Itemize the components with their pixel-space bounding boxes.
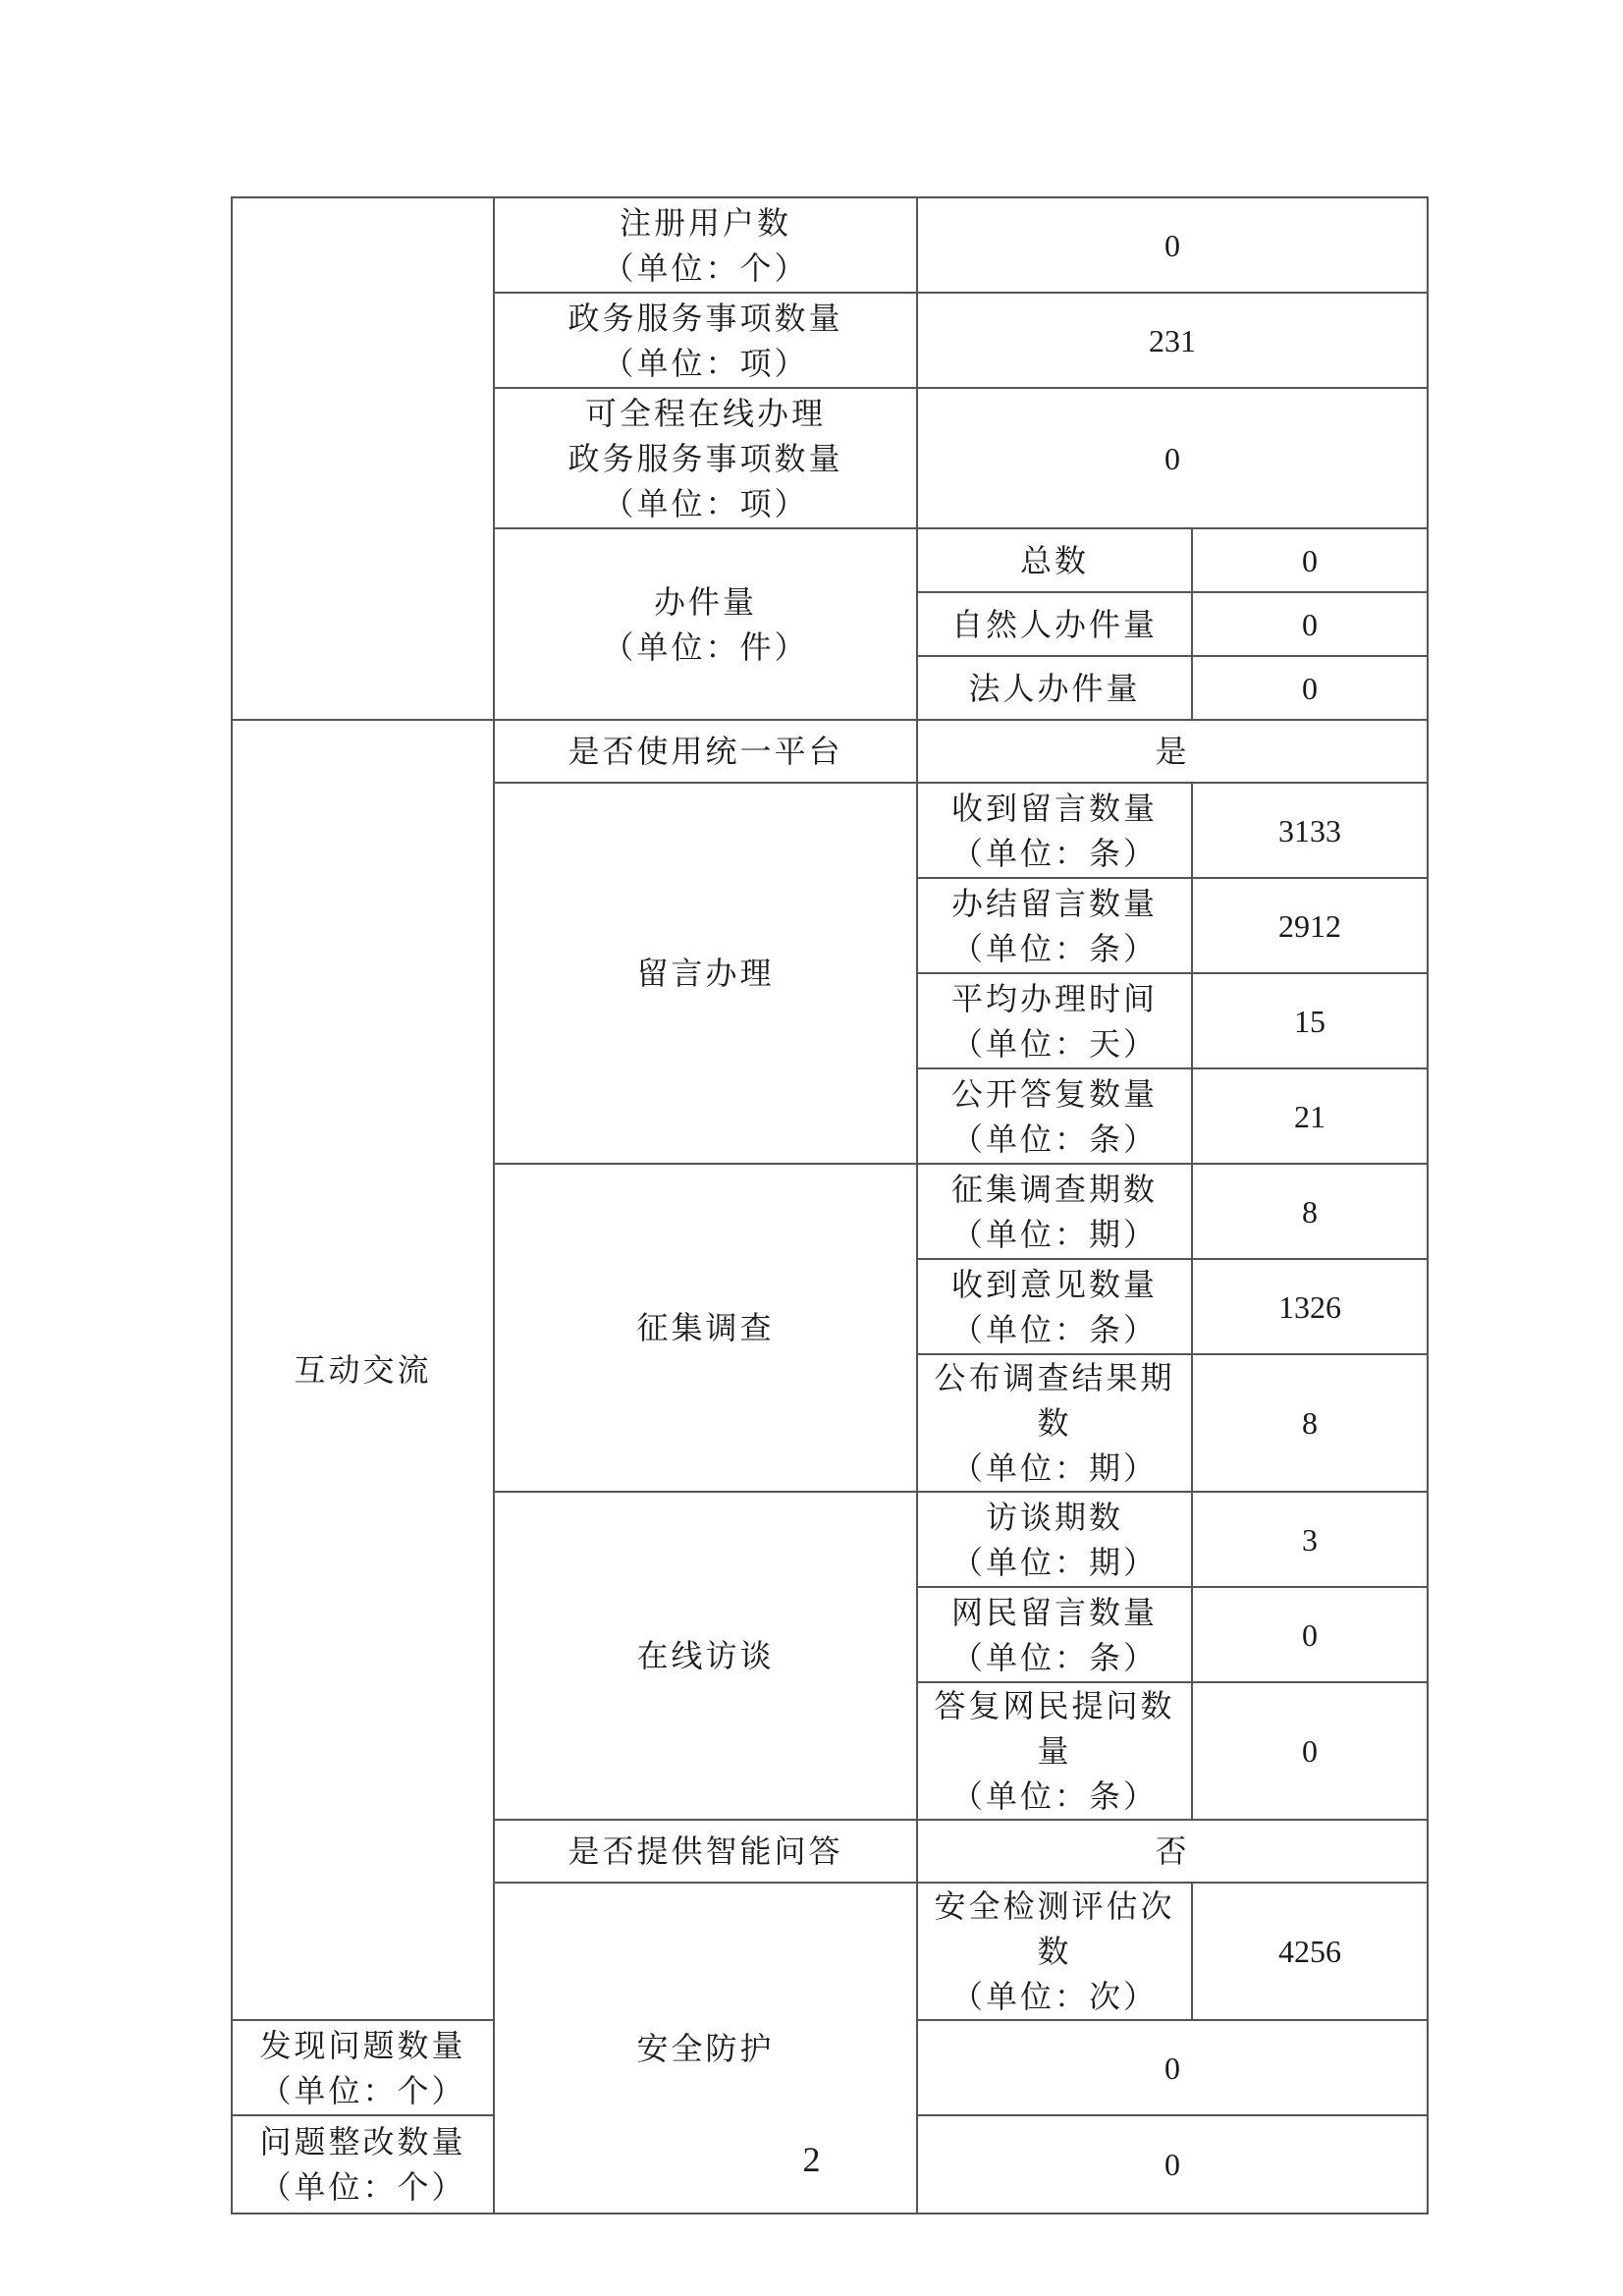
registered-users-label: 注册用户数 （单位：个） [494, 197, 917, 293]
statistics-table [231, 196, 1429, 2214]
issues-found-value: 0 [917, 2020, 1428, 2115]
messages-public-replies-label: 公开答复数量 （单位：条） [917, 1068, 1192, 1164]
survey-label: 征集调查 [494, 1164, 917, 1492]
interview-answered-label: 答复网民提问数量 （单位：条） [917, 1682, 1192, 1820]
survey-periods-label: 征集调查期数 （单位：期） [917, 1164, 1192, 1259]
cases-legal-person-label: 法人办件量 [917, 656, 1192, 720]
interview-periods-value: 3 [1192, 1492, 1428, 1587]
interview-netizen-messages-value: 0 [1192, 1587, 1428, 1682]
cases-label: 办件量 （单位：件） [494, 528, 917, 720]
assessments-label: 安全检测评估次数 （单位：次） [917, 1883, 1192, 2020]
interview-periods-label: 访谈期数 （单位：期） [917, 1492, 1192, 1587]
security-category: 安全防护 [494, 1883, 917, 2214]
cases-natural-person-value: 0 [1192, 592, 1428, 656]
messages-concluded-value: 2912 [1192, 878, 1428, 973]
cases-total-label: 总数 [917, 528, 1192, 592]
cases-legal-person-value: 0 [1192, 656, 1428, 720]
online-items-label: 可全程在线办理 政务服务事项数量 （单位：项） [494, 388, 917, 528]
service-items-label: 政务服务事项数量 （单位：项） [494, 293, 917, 388]
assessments-value: 4256 [1192, 1883, 1428, 2020]
interaction-category: 互动交流 [232, 720, 494, 2020]
smart-qa-value: 否 [917, 1820, 1428, 1883]
issues-found-label: 发现问题数量 （单位：个） [232, 2020, 494, 2115]
registered-users-value: 0 [917, 197, 1428, 293]
unified-platform-label: 是否使用统一平台 [494, 720, 917, 783]
online-items-value: 0 [917, 388, 1428, 528]
category-cell-empty [232, 197, 494, 720]
messages-avg-time-value: 15 [1192, 973, 1428, 1068]
service-items-value: 231 [917, 293, 1428, 388]
survey-opinions-value: 1326 [1192, 1259, 1428, 1354]
messages-label: 留言办理 [494, 783, 917, 1164]
survey-results-value: 8 [1192, 1354, 1428, 1492]
messages-concluded-label: 办结留言数量 （单位：条） [917, 878, 1192, 973]
survey-periods-value: 8 [1192, 1164, 1428, 1259]
messages-received-label: 收到留言数量 （单位：条） [917, 783, 1192, 878]
messages-public-replies-value: 21 [1192, 1068, 1428, 1164]
survey-opinions-label: 收到意见数量 （单位：条） [917, 1259, 1192, 1354]
unified-platform-value: 是 [917, 720, 1428, 783]
page-number: 2 [802, 2140, 821, 2179]
cases-natural-person-label: 自然人办件量 [917, 592, 1192, 656]
issues-fixed-value: 0 [917, 2115, 1428, 2214]
interview-answered-value: 0 [1192, 1682, 1428, 1820]
issues-fixed-label: 问题整改数量 （单位：个） [232, 2115, 494, 2214]
interview-label: 在线访谈 [494, 1492, 917, 1820]
interview-netizen-messages-label: 网民留言数量 （单位：条） [917, 1587, 1192, 1682]
messages-avg-time-label: 平均办理时间 （单位：天） [917, 973, 1192, 1068]
smart-qa-label: 是否提供智能问答 [494, 1820, 917, 1883]
cases-total-value: 0 [1192, 528, 1428, 592]
messages-received-value: 3133 [1192, 783, 1428, 878]
survey-results-label: 公布调查结果期数 （单位：期） [917, 1354, 1192, 1492]
